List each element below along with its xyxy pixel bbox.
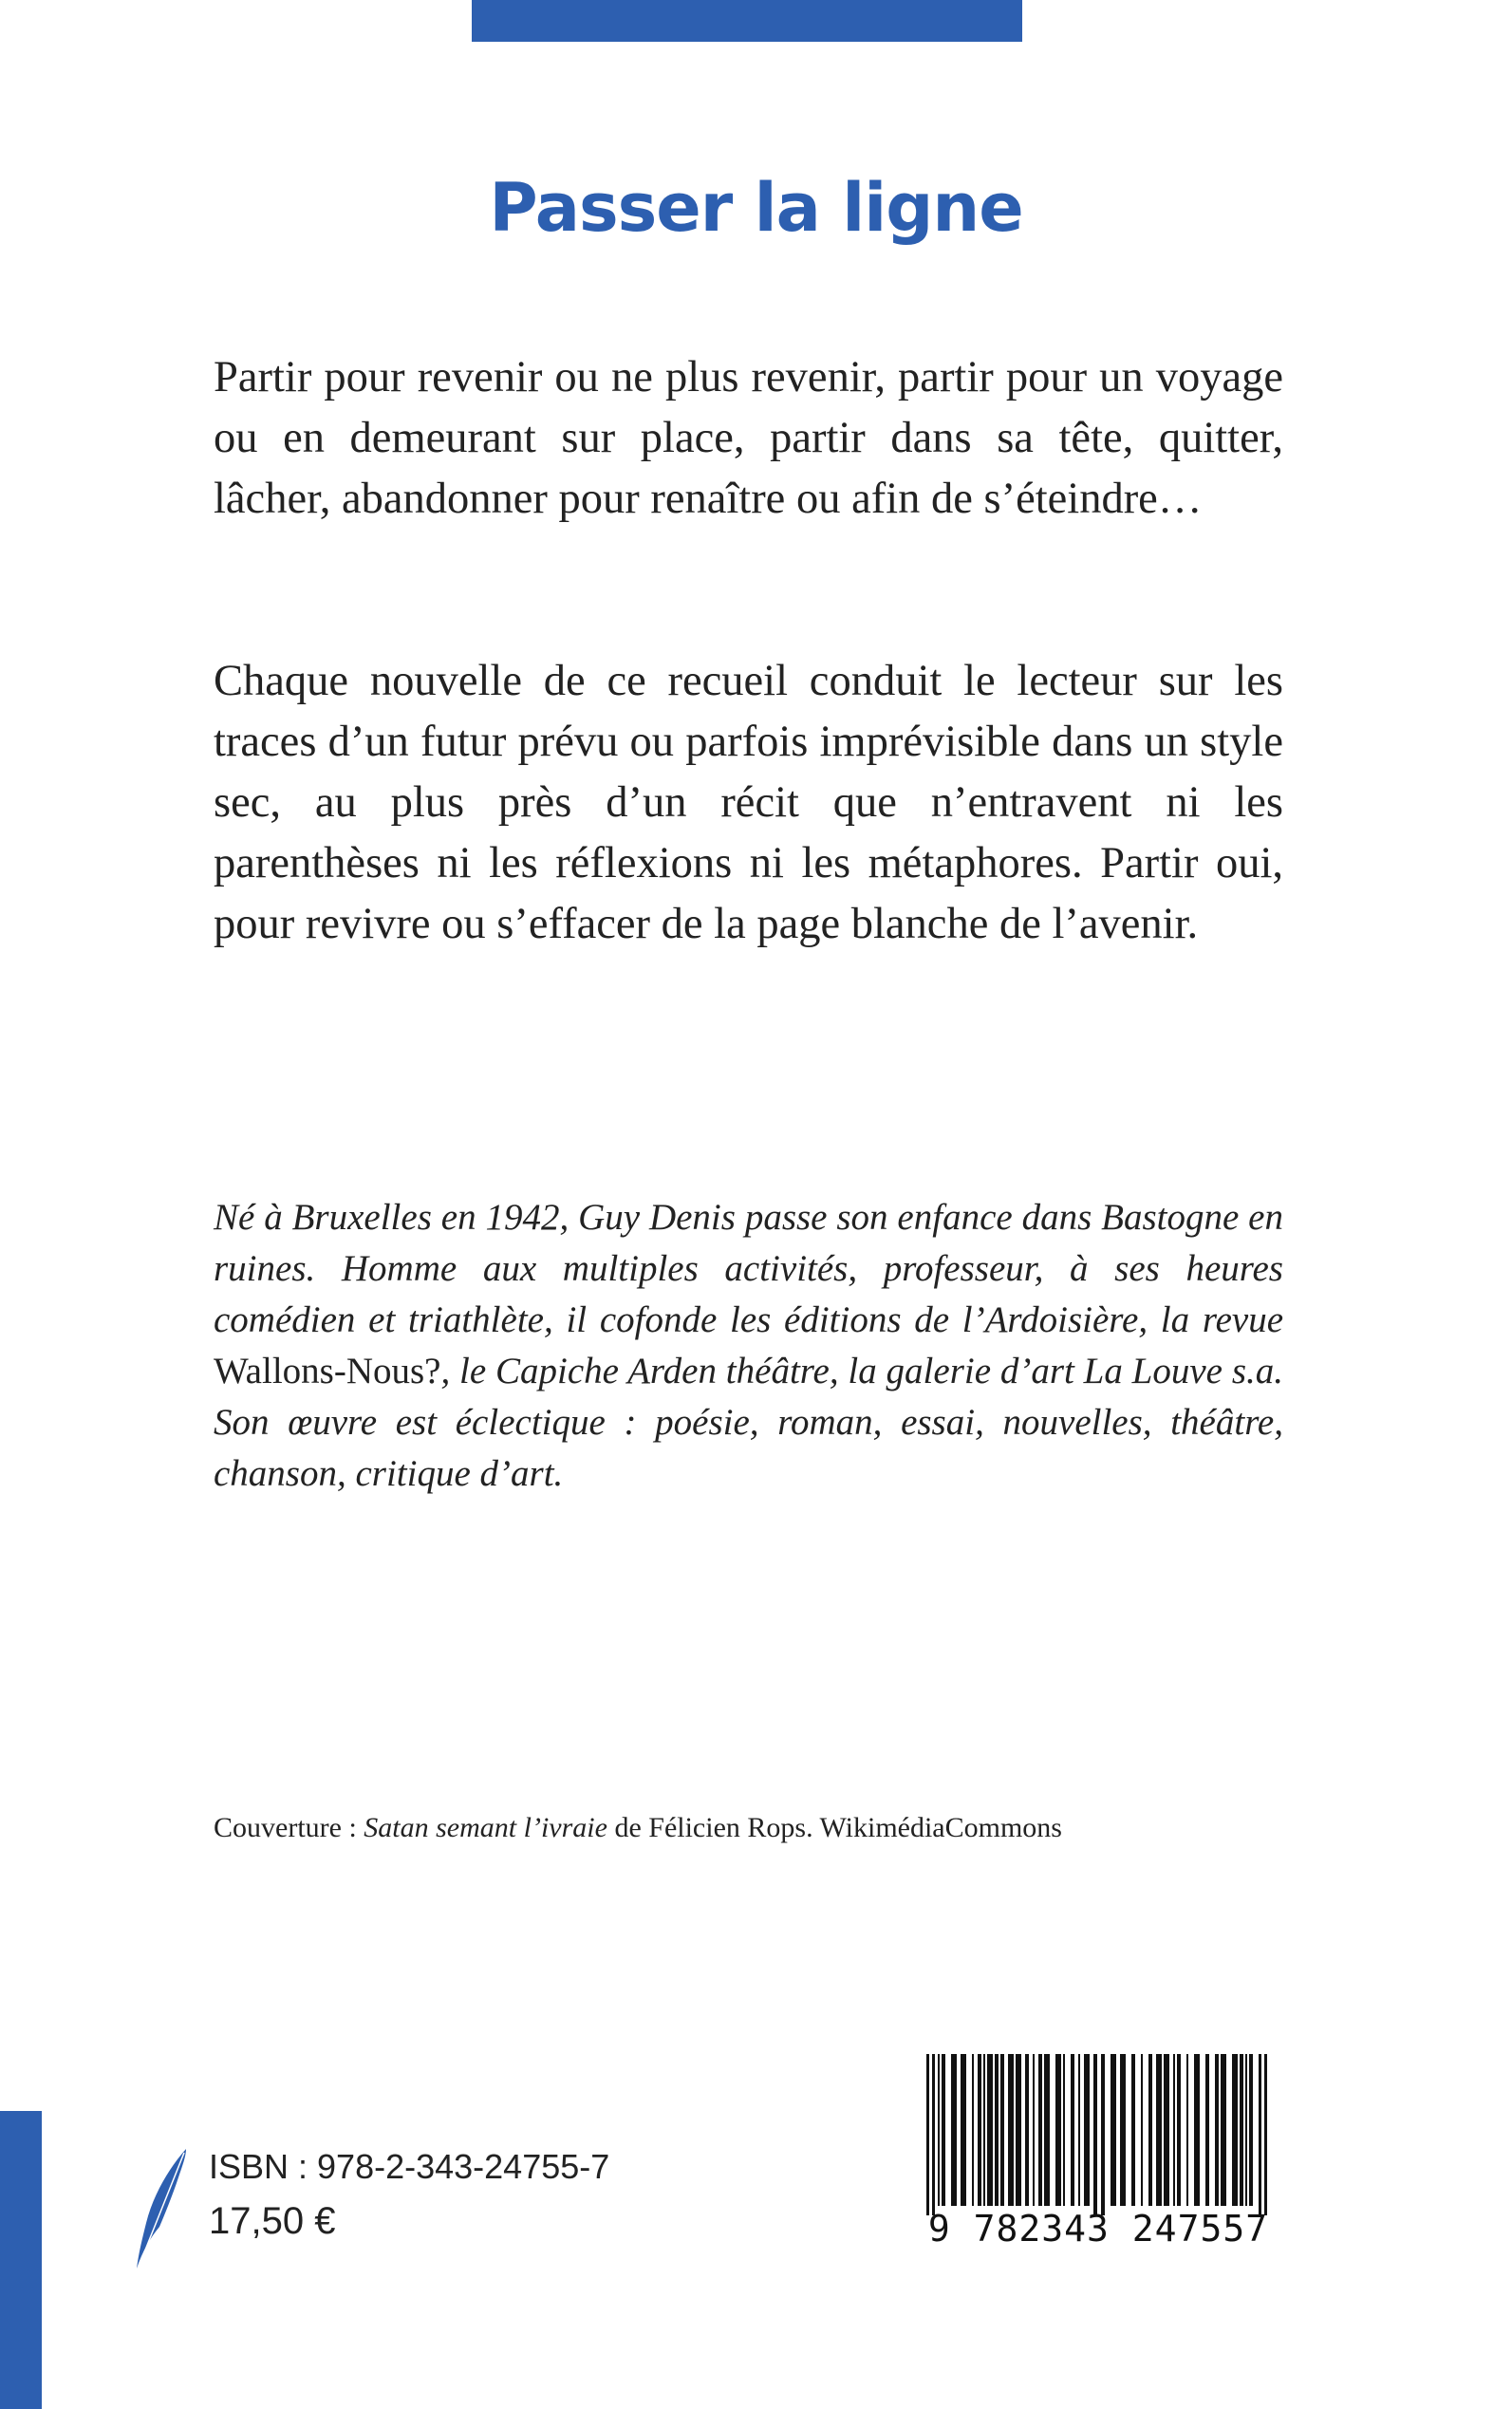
barcode-bar xyxy=(995,2054,999,2206)
cover-credit-prefix: Couverture : xyxy=(214,1812,364,1843)
barcode-bar xyxy=(1038,2054,1042,2206)
author-bio-part-1: Né à Bruxelles en 1942, Guy Denis passe son enfance dans Bastogne en ruines. Homme aux multiples activités, professeur, à ses heures comédien et triathlète, il cofonde les éditions de l’Ardoisière, la revue xyxy=(214,1197,1283,1340)
barcode-guard-bar xyxy=(1093,2054,1097,2215)
barcode-bar xyxy=(1177,2054,1181,2206)
barcode-bar xyxy=(938,2054,940,2206)
barcode-guard-bar xyxy=(1101,2054,1105,2215)
barcode-bar xyxy=(1063,2054,1065,2206)
isbn-label: ISBN : 978-2-343-24755-7 xyxy=(209,2147,610,2186)
description-paragraph-1: Partir pour revenir ou ne plus revenir, partir pour un voyage ou en demeurant sur place, partir dans sa tête, quitter, lâcher, abandonner pour renaître ou afin de s’éteindre… xyxy=(214,353,1283,523)
barcode xyxy=(913,2050,1283,2254)
barcode-bar xyxy=(1084,2054,1090,2206)
barcode-bar xyxy=(1044,2054,1050,2206)
author-bio-part-2: , le Capiche Arden théâtre, la galerie d’art La Louve s.a. Son œuvre est éclectique : poésie, roman, essai, nouvelles, théâtre, chanson, critique d’art. xyxy=(214,1351,1283,1494)
top-accent-bar xyxy=(472,0,1022,42)
barcode-bar xyxy=(1240,2054,1243,2206)
barcode-bar xyxy=(972,2054,974,2206)
barcode-bar xyxy=(1164,2054,1169,2206)
barcode-bar xyxy=(1025,2054,1029,2206)
author-bio-revue-name: Wallons-Nous? xyxy=(214,1351,441,1391)
left-accent-bar xyxy=(0,2111,42,2409)
barcode-bar xyxy=(1215,2054,1219,2206)
barcode-bar xyxy=(1071,2054,1074,2206)
barcode-bar xyxy=(1194,2054,1200,2206)
barcode-bar xyxy=(1173,2054,1175,2206)
barcode-bar xyxy=(1016,2054,1021,2206)
barcode-bar xyxy=(987,2054,993,2206)
barcode-bar xyxy=(1186,2054,1188,2206)
author-bio xyxy=(214,1192,1283,1500)
barcode-guard-bar xyxy=(932,2054,935,2215)
barcode-bar xyxy=(951,2054,957,2206)
barcode-bar xyxy=(1221,2054,1226,2206)
barcode-bar xyxy=(1131,2054,1135,2206)
barcode-bar xyxy=(1156,2054,1162,2206)
price-label: 17,50 € xyxy=(209,2200,336,2242)
barcode-bar xyxy=(1008,2054,1014,2206)
barcode-bar xyxy=(1232,2054,1238,2206)
description-paragraph-2: Chaque nouvelle de ce recueil conduit le lecteur sur les traces d’un futur prévu ou parfois imprévisible dans un style sec, au plus près d’un récit que n’entravent ni les parenthèses ni les réflexions ni les métaphores. Partir oui, pour revivre ou s’effacer de la page blanche de l’avenir. xyxy=(214,657,1283,948)
cover-credit-work: Satan semant l’ivraie xyxy=(364,1812,607,1843)
barcode-bar xyxy=(1078,2054,1080,2206)
book-title: Passer la ligne xyxy=(489,169,1023,247)
barcode-bar xyxy=(983,2054,985,2206)
barcode-bar xyxy=(1141,2054,1143,2206)
cover-credit-suffix: de Félicien Rops. WikimédiaCommons xyxy=(607,1812,1062,1843)
barcode-guard-bar xyxy=(1264,2054,1267,2215)
barcode-guard-bar xyxy=(926,2054,929,2215)
barcode-bar xyxy=(1033,2054,1035,2206)
barcode-bar xyxy=(978,2054,981,2206)
feather-icon xyxy=(133,2147,190,2270)
barcode-guard-bar xyxy=(1259,2054,1261,2215)
barcode-bar xyxy=(942,2054,945,2206)
barcode-bar xyxy=(1249,2054,1253,2206)
barcode-bar xyxy=(1120,2054,1126,2206)
barcode-bar xyxy=(1111,2054,1116,2206)
barcode-bar xyxy=(1055,2054,1061,2206)
barcode-bar xyxy=(1000,2054,1004,2206)
barcode-digits: 9 782343 247557 xyxy=(927,2208,1269,2250)
barcode-bar xyxy=(1148,2054,1152,2206)
barcode-bar xyxy=(961,2054,966,2206)
barcode-bar xyxy=(1245,2054,1247,2206)
barcode-bar xyxy=(1205,2054,1209,2206)
cover-credit xyxy=(214,1809,1062,1847)
